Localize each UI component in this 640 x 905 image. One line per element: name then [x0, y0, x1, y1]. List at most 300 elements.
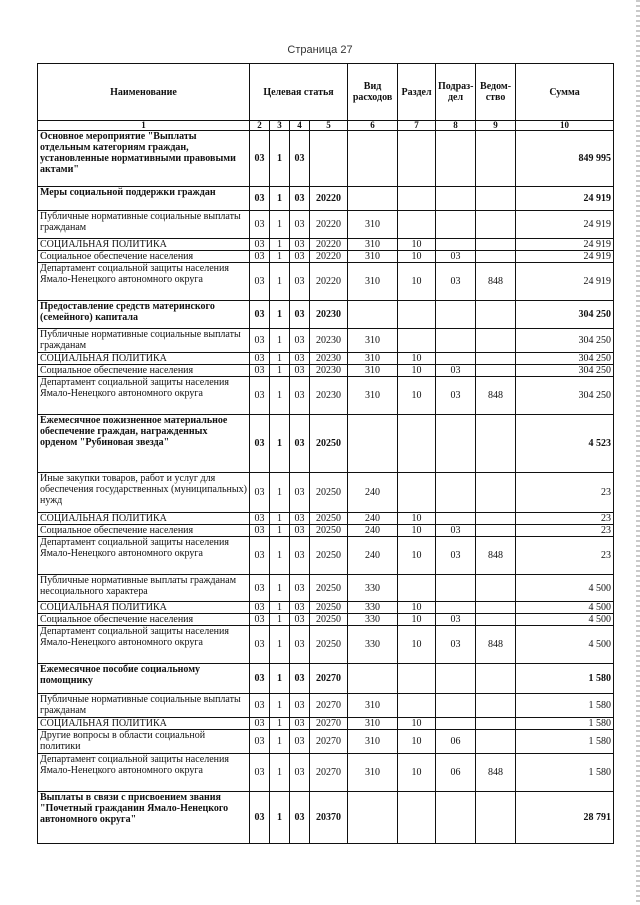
row-name-cell: Публичные нормативные социальные выплаты гражданам — [38, 329, 250, 353]
table-row — [38, 730, 614, 754]
row-name-cell: СОЦИАЛЬНАЯ ПОЛИТИКА — [38, 239, 250, 251]
row-code-cell: 330 — [348, 602, 398, 614]
row-sum-cell: 1 580 — [516, 730, 614, 754]
col-header-podrazdel: Подраз-дел — [436, 64, 476, 121]
row-code-cell: 03 — [250, 575, 270, 602]
table-row — [38, 792, 614, 844]
row-code-cell: 1 — [270, 187, 290, 211]
row-code-cell: 06 — [436, 754, 476, 792]
row-code-cell: 1 — [270, 239, 290, 251]
row-code-cell: 1 — [270, 525, 290, 537]
row-code-cell — [348, 415, 398, 473]
row-code-cell: 1 — [270, 694, 290, 718]
row-name-cell: СОЦИАЛЬНАЯ ПОЛИТИКА — [38, 602, 250, 614]
row-code-cell: 1 — [270, 602, 290, 614]
row-code-cell — [310, 131, 348, 187]
row-code-cell: 03 — [290, 718, 310, 730]
row-code-cell: 03 — [436, 537, 476, 575]
row-code-cell: 03 — [290, 754, 310, 792]
row-code-cell: 03 — [290, 513, 310, 525]
row-code-cell: 20220 — [310, 251, 348, 263]
row-code-cell — [398, 211, 436, 239]
row-code-cell: 03 — [290, 353, 310, 365]
row-code-cell — [476, 211, 516, 239]
row-code-cell — [436, 415, 476, 473]
row-code-cell — [436, 575, 476, 602]
row-code-cell: 03 — [250, 263, 270, 301]
row-code-cell: 20230 — [310, 301, 348, 329]
row-code-cell — [476, 473, 516, 513]
row-code-cell — [476, 792, 516, 844]
row-code-cell: 03 — [436, 365, 476, 377]
row-code-cell: 03 — [290, 602, 310, 614]
row-sum-cell: 24 919 — [516, 239, 614, 251]
table-row — [38, 513, 614, 525]
row-name-cell: СОЦИАЛЬНАЯ ПОЛИТИКА — [38, 718, 250, 730]
row-code-cell: 10 — [398, 718, 436, 730]
row-code-cell: 03 — [290, 263, 310, 301]
table-row — [38, 365, 614, 377]
row-sum-cell: 28 791 — [516, 792, 614, 844]
row-name-cell: Иные закупки товаров, работ и услуг для обеспечения государственных (муниципальных) нужд — [38, 473, 250, 513]
row-code-cell — [476, 614, 516, 626]
row-code-cell: 310 — [348, 718, 398, 730]
row-code-cell — [398, 792, 436, 844]
row-code-cell: 848 — [476, 263, 516, 301]
row-name-cell: Публичные нормативные социальные выплаты гражданам — [38, 694, 250, 718]
row-code-cell: 03 — [250, 365, 270, 377]
row-code-cell — [436, 131, 476, 187]
table-row — [38, 602, 614, 614]
row-code-cell: 20270 — [310, 694, 348, 718]
row-code-cell — [398, 329, 436, 353]
row-code-cell — [436, 718, 476, 730]
row-code-cell — [398, 415, 436, 473]
row-code-cell: 03 — [290, 301, 310, 329]
row-code-cell: 10 — [398, 730, 436, 754]
row-code-cell: 20250 — [310, 473, 348, 513]
row-code-cell: 03 — [290, 626, 310, 664]
row-code-cell — [436, 301, 476, 329]
row-sum-cell: 24 919 — [516, 187, 614, 211]
row-name-cell: Социальное обеспечение населения — [38, 365, 250, 377]
row-code-cell: 20250 — [310, 626, 348, 664]
row-code-cell: 20250 — [310, 415, 348, 473]
row-code-cell — [476, 329, 516, 353]
row-name-cell: Ежемесячное пожизненное материальное обеспечение граждан, награжденных орденом "Рубиновая звезда" — [38, 415, 250, 473]
row-code-cell: 10 — [398, 377, 436, 415]
row-name-cell: Меры социальной поддержки граждан — [38, 187, 250, 211]
row-sum-cell: 23 — [516, 537, 614, 575]
row-code-cell: 310 — [348, 694, 398, 718]
table-row — [38, 575, 614, 602]
row-sum-cell: 24 919 — [516, 251, 614, 263]
row-code-cell — [436, 664, 476, 694]
row-code-cell: 03 — [290, 537, 310, 575]
row-code-cell: 03 — [436, 263, 476, 301]
row-code-cell — [436, 513, 476, 525]
budget-table — [37, 63, 614, 844]
row-code-cell — [436, 187, 476, 211]
table-row — [38, 301, 614, 329]
row-code-cell: 03 — [290, 239, 310, 251]
row-code-cell — [476, 513, 516, 525]
row-code-cell: 06 — [436, 730, 476, 754]
row-code-cell: 1 — [270, 730, 290, 754]
row-code-cell: 20220 — [310, 263, 348, 301]
row-sum-cell: 1 580 — [516, 754, 614, 792]
row-name-cell: Социальное обеспечение населения — [38, 614, 250, 626]
row-code-cell: 1 — [270, 131, 290, 187]
row-code-cell — [476, 187, 516, 211]
row-code-cell: 03 — [436, 251, 476, 263]
row-code-cell: 03 — [250, 473, 270, 513]
row-name-cell: Социальное обеспечение населения — [38, 251, 250, 263]
col-header-summa: Сумма — [516, 64, 614, 121]
row-code-cell: 310 — [348, 365, 398, 377]
row-code-cell: 10 — [398, 263, 436, 301]
row-code-cell — [476, 365, 516, 377]
row-code-cell: 1 — [270, 664, 290, 694]
row-code-cell: 1 — [270, 353, 290, 365]
row-code-cell: 1 — [270, 537, 290, 575]
row-code-cell: 1 — [270, 754, 290, 792]
row-name-cell: Основное мероприятие "Выплаты отдельным категориям граждан, установленные нормативными правовыми актами" — [38, 131, 250, 187]
row-code-cell: 03 — [290, 730, 310, 754]
row-code-cell — [436, 792, 476, 844]
table-row — [38, 694, 614, 718]
row-code-cell: 1 — [270, 263, 290, 301]
row-code-cell: 03 — [290, 365, 310, 377]
row-name-cell: Публичные нормативные социальные выплаты гражданам — [38, 211, 250, 239]
table-row — [38, 239, 614, 251]
row-code-cell: 03 — [436, 377, 476, 415]
table-row — [38, 353, 614, 365]
row-code-cell: 310 — [348, 730, 398, 754]
row-code-cell: 20250 — [310, 513, 348, 525]
row-code-cell: 310 — [348, 251, 398, 263]
row-code-cell: 03 — [250, 187, 270, 211]
row-code-cell: 10 — [398, 353, 436, 365]
row-code-cell: 240 — [348, 513, 398, 525]
row-code-cell: 03 — [250, 694, 270, 718]
row-code-cell — [348, 301, 398, 329]
column-number-row — [38, 121, 614, 131]
row-code-cell — [398, 131, 436, 187]
row-code-cell — [436, 473, 476, 513]
row-code-cell: 20270 — [310, 664, 348, 694]
row-code-cell: 20220 — [310, 211, 348, 239]
row-code-cell: 03 — [250, 626, 270, 664]
table-row — [38, 614, 614, 626]
row-code-cell: 310 — [348, 211, 398, 239]
row-code-cell — [476, 718, 516, 730]
row-code-cell: 20250 — [310, 575, 348, 602]
row-name-cell: Департамент социальной защиты населения Ямало-Ненецкого автономного округа — [38, 626, 250, 664]
row-code-cell: 20250 — [310, 614, 348, 626]
table-body — [38, 131, 614, 844]
row-code-cell — [348, 131, 398, 187]
row-code-cell — [436, 602, 476, 614]
row-code-cell: 310 — [348, 263, 398, 301]
row-code-cell — [476, 730, 516, 754]
row-code-cell: 240 — [348, 525, 398, 537]
row-name-cell: СОЦИАЛЬНАЯ ПОЛИТИКА — [38, 513, 250, 525]
row-code-cell — [398, 575, 436, 602]
row-code-cell — [476, 131, 516, 187]
row-code-cell: 20250 — [310, 537, 348, 575]
row-code-cell: 03 — [290, 525, 310, 537]
row-code-cell: 1 — [270, 575, 290, 602]
col-header-vedomstvo: Ведом-ство — [476, 64, 516, 121]
row-name-cell: Выплаты в связи с присвоением звания "Почетный гражданин Ямало-Ненецкого автономного округа" — [38, 792, 250, 844]
row-code-cell: 03 — [290, 664, 310, 694]
row-code-cell: 03 — [250, 664, 270, 694]
row-code-cell: 03 — [250, 211, 270, 239]
row-code-cell: 03 — [250, 301, 270, 329]
table-row — [38, 263, 614, 301]
row-code-cell: 10 — [398, 602, 436, 614]
row-sum-cell: 849 995 — [516, 131, 614, 187]
row-code-cell — [436, 353, 476, 365]
row-code-cell: 03 — [250, 525, 270, 537]
row-code-cell: 848 — [476, 626, 516, 664]
row-sum-cell: 304 250 — [516, 329, 614, 353]
row-code-cell: 848 — [476, 377, 516, 415]
row-code-cell: 03 — [250, 730, 270, 754]
col-header-name: Наименование — [38, 64, 250, 121]
col-header-target: Целевая статья — [250, 64, 348, 121]
row-code-cell: 20270 — [310, 754, 348, 792]
row-code-cell: 240 — [348, 473, 398, 513]
table-row — [38, 626, 614, 664]
col-number: 1 — [38, 121, 250, 131]
row-sum-cell: 4 523 — [516, 415, 614, 473]
row-code-cell: 03 — [250, 377, 270, 415]
row-code-cell — [398, 187, 436, 211]
row-code-cell: 20230 — [310, 353, 348, 365]
row-code-cell: 20370 — [310, 792, 348, 844]
row-code-cell — [476, 575, 516, 602]
row-sum-cell: 24 919 — [516, 263, 614, 301]
row-code-cell: 03 — [250, 131, 270, 187]
row-sum-cell: 23 — [516, 513, 614, 525]
row-name-cell: Публичные нормативные выплаты гражданам несоциального характера — [38, 575, 250, 602]
row-sum-cell: 4 500 — [516, 575, 614, 602]
row-sum-cell: 304 250 — [516, 365, 614, 377]
row-sum-cell: 304 250 — [516, 353, 614, 365]
row-code-cell: 03 — [250, 329, 270, 353]
row-sum-cell: 23 — [516, 525, 614, 537]
col-number: 10 — [516, 121, 614, 131]
header-row — [38, 64, 614, 121]
row-code-cell: 330 — [348, 614, 398, 626]
row-code-cell: 20230 — [310, 377, 348, 415]
table-row — [38, 525, 614, 537]
row-code-cell: 03 — [250, 353, 270, 365]
row-code-cell: 240 — [348, 537, 398, 575]
row-code-cell — [398, 473, 436, 513]
row-code-cell: 03 — [290, 575, 310, 602]
row-code-cell — [348, 664, 398, 694]
row-code-cell — [436, 329, 476, 353]
row-code-cell: 1 — [270, 473, 290, 513]
col-number: 4 — [290, 121, 310, 131]
row-code-cell: 03 — [250, 754, 270, 792]
scan-edge-decoration — [636, 0, 640, 905]
row-sum-cell: 23 — [516, 473, 614, 513]
row-code-cell: 03 — [290, 792, 310, 844]
table-row — [38, 131, 614, 187]
row-code-cell: 330 — [348, 575, 398, 602]
row-name-cell: Предоставление средств материнского (семейного) капитала — [38, 301, 250, 329]
row-code-cell: 310 — [348, 754, 398, 792]
row-code-cell: 20230 — [310, 329, 348, 353]
row-sum-cell: 4 500 — [516, 602, 614, 614]
table-row — [38, 251, 614, 263]
row-code-cell: 20230 — [310, 365, 348, 377]
row-sum-cell: 1 580 — [516, 664, 614, 694]
row-code-cell — [476, 415, 516, 473]
row-code-cell: 03 — [436, 614, 476, 626]
row-code-cell: 848 — [476, 754, 516, 792]
row-code-cell — [476, 301, 516, 329]
row-code-cell — [348, 187, 398, 211]
row-name-cell: Другие вопросы в области социальной политики — [38, 730, 250, 754]
row-code-cell: 310 — [348, 239, 398, 251]
row-code-cell: 1 — [270, 251, 290, 263]
row-code-cell: 10 — [398, 525, 436, 537]
row-code-cell: 10 — [398, 754, 436, 792]
row-code-cell: 310 — [348, 377, 398, 415]
row-code-cell: 10 — [398, 537, 436, 575]
row-code-cell: 03 — [290, 614, 310, 626]
table-row — [38, 664, 614, 694]
row-code-cell: 03 — [250, 792, 270, 844]
row-sum-cell: 304 250 — [516, 377, 614, 415]
row-name-cell: Департамент социальной защиты населения Ямало-Ненецкого автономного округа — [38, 754, 250, 792]
row-code-cell: 03 — [250, 251, 270, 263]
row-code-cell — [476, 525, 516, 537]
row-code-cell: 03 — [250, 614, 270, 626]
row-code-cell: 1 — [270, 211, 290, 239]
row-name-cell: Департамент социальной защиты населения Ямало-Ненецкого автономного округа — [38, 377, 250, 415]
row-code-cell: 03 — [290, 377, 310, 415]
row-sum-cell: 4 500 — [516, 626, 614, 664]
col-number: 7 — [398, 121, 436, 131]
row-code-cell: 10 — [398, 251, 436, 263]
row-code-cell: 10 — [398, 626, 436, 664]
row-code-cell: 03 — [250, 239, 270, 251]
row-code-cell: 03 — [290, 415, 310, 473]
row-code-cell: 10 — [398, 513, 436, 525]
row-code-cell: 03 — [290, 131, 310, 187]
row-code-cell — [436, 239, 476, 251]
row-code-cell: 03 — [290, 251, 310, 263]
row-name-cell: Социальное обеспечение населения — [38, 525, 250, 537]
row-code-cell — [476, 694, 516, 718]
row-code-cell — [398, 301, 436, 329]
row-code-cell — [476, 602, 516, 614]
row-name-cell: Департамент социальной защиты населения Ямало-Ненецкого автономного округа — [38, 263, 250, 301]
table-row — [38, 211, 614, 239]
row-code-cell: 10 — [398, 365, 436, 377]
row-code-cell: 1 — [270, 614, 290, 626]
col-number: 6 — [348, 121, 398, 131]
row-code-cell: 20220 — [310, 187, 348, 211]
row-code-cell: 1 — [270, 365, 290, 377]
row-code-cell: 03 — [290, 473, 310, 513]
col-header-vid: Вид расходов — [348, 64, 398, 121]
row-code-cell: 03 — [250, 718, 270, 730]
row-code-cell: 03 — [250, 513, 270, 525]
table-row — [38, 718, 614, 730]
row-code-cell: 848 — [476, 537, 516, 575]
table-row — [38, 377, 614, 415]
row-code-cell — [476, 664, 516, 694]
col-number: 3 — [270, 121, 290, 131]
table-row — [38, 415, 614, 473]
row-code-cell: 1 — [270, 301, 290, 329]
col-number: 9 — [476, 121, 516, 131]
row-code-cell: 1 — [270, 718, 290, 730]
row-code-cell — [398, 694, 436, 718]
row-code-cell: 1 — [270, 792, 290, 844]
row-code-cell: 310 — [348, 329, 398, 353]
row-name-cell: Департамент социальной защиты населения Ямало-Ненецкого автономного округа — [38, 537, 250, 575]
table-row — [38, 537, 614, 575]
row-code-cell: 330 — [348, 626, 398, 664]
row-code-cell: 20220 — [310, 239, 348, 251]
table-row — [38, 473, 614, 513]
row-sum-cell: 24 919 — [516, 211, 614, 239]
table-row — [38, 329, 614, 353]
row-code-cell: 10 — [398, 239, 436, 251]
page-number-label: Страница 27 — [287, 44, 353, 56]
col-number: 8 — [436, 121, 476, 131]
row-code-cell — [436, 211, 476, 239]
row-code-cell: 03 — [290, 694, 310, 718]
row-code-cell: 310 — [348, 353, 398, 365]
row-code-cell: 03 — [290, 329, 310, 353]
row-code-cell: 03 — [436, 626, 476, 664]
row-code-cell — [476, 353, 516, 365]
row-code-cell: 20250 — [310, 602, 348, 614]
row-sum-cell: 304 250 — [516, 301, 614, 329]
row-code-cell: 1 — [270, 329, 290, 353]
row-code-cell: 20250 — [310, 525, 348, 537]
row-code-cell — [398, 664, 436, 694]
row-code-cell: 1 — [270, 377, 290, 415]
col-header-razdel: Раздел — [398, 64, 436, 121]
row-sum-cell: 1 580 — [516, 694, 614, 718]
col-number: 2 — [250, 121, 270, 131]
row-name-cell: СОЦИАЛЬНАЯ ПОЛИТИКА — [38, 353, 250, 365]
row-code-cell: 1 — [270, 513, 290, 525]
row-code-cell: 03 — [250, 537, 270, 575]
row-code-cell — [436, 694, 476, 718]
row-code-cell — [476, 239, 516, 251]
table-row — [38, 754, 614, 792]
row-code-cell: 1 — [270, 415, 290, 473]
row-code-cell: 10 — [398, 614, 436, 626]
row-sum-cell: 4 500 — [516, 614, 614, 626]
row-code-cell: 20270 — [310, 718, 348, 730]
col-number: 5 — [310, 121, 348, 131]
row-code-cell: 03 — [290, 187, 310, 211]
row-code-cell — [476, 251, 516, 263]
row-code-cell: 03 — [250, 415, 270, 473]
